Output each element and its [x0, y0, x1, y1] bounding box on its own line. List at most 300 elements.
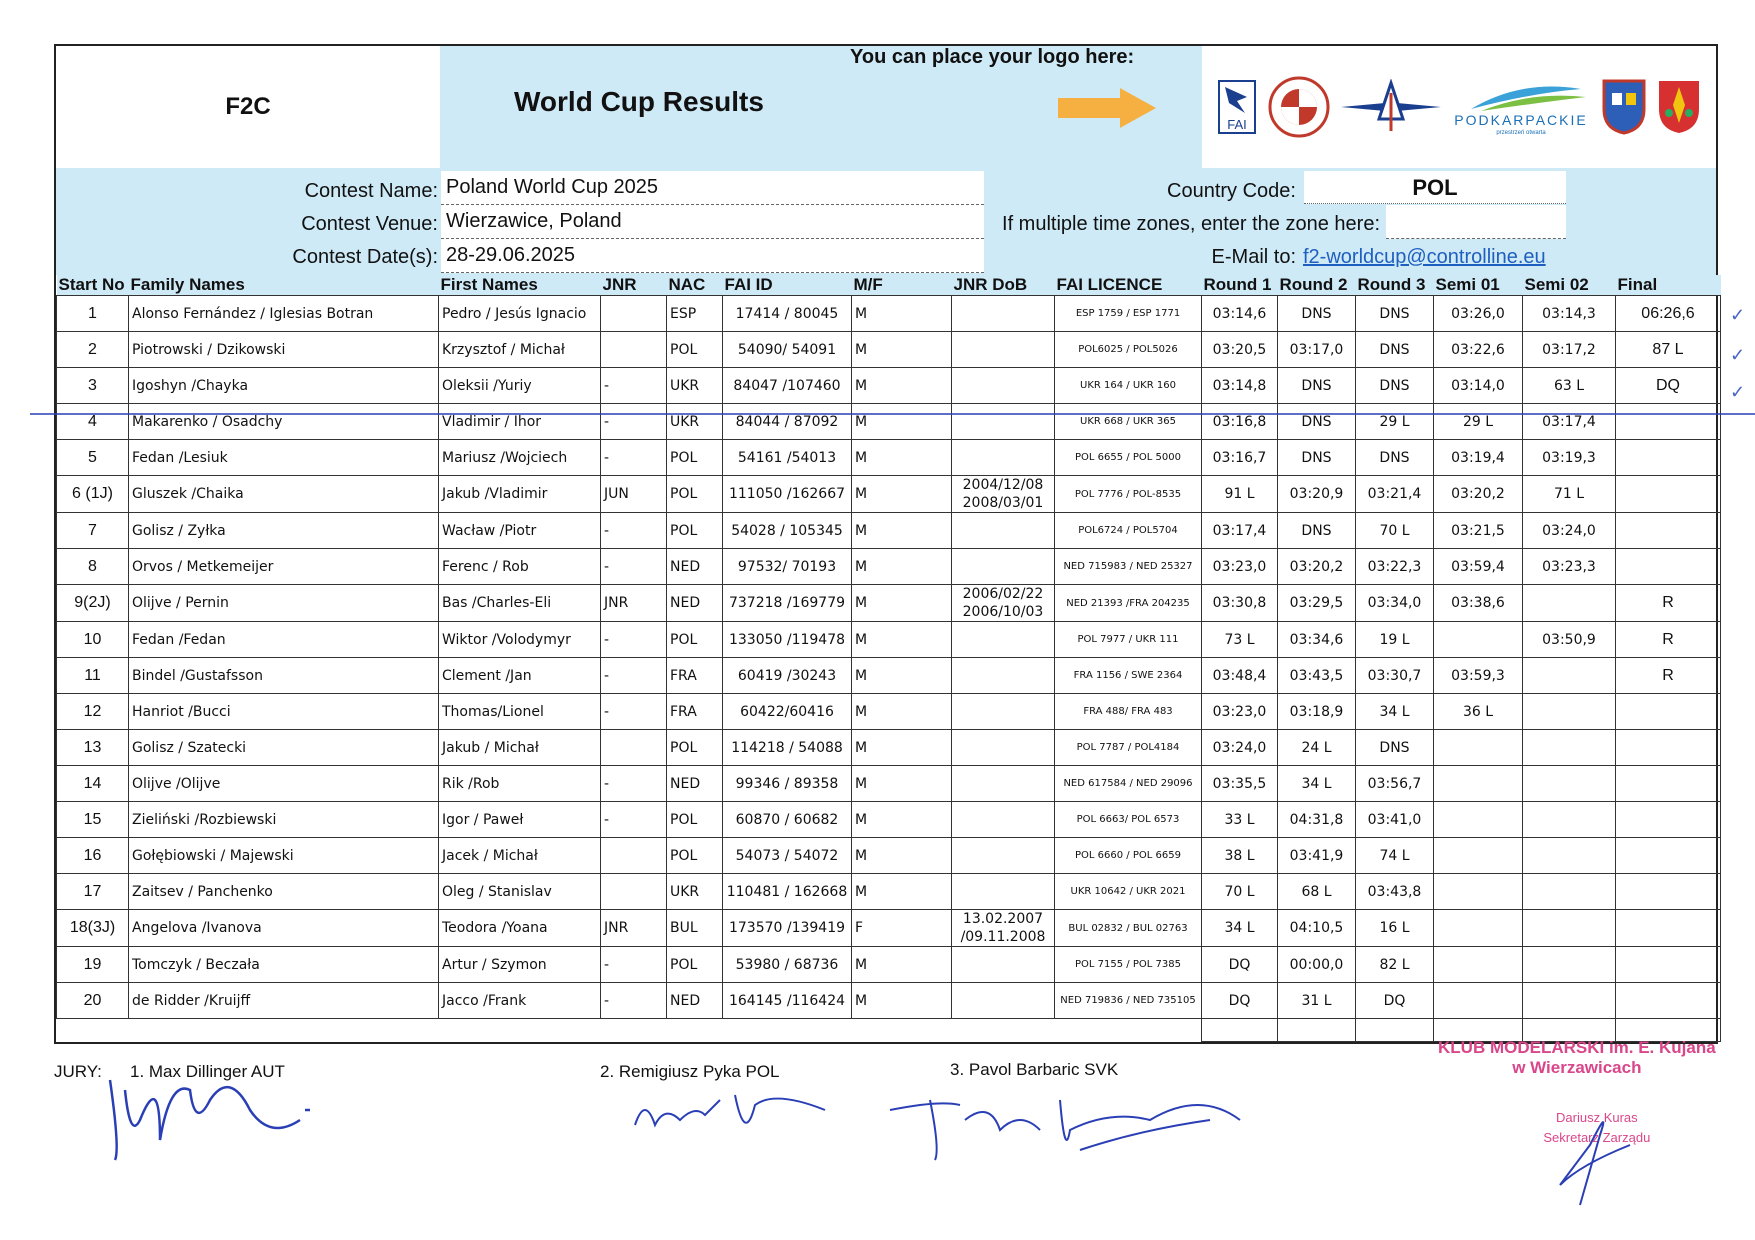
- cell-r2: 68 L: [1278, 874, 1356, 910]
- cell-nac: POL: [667, 802, 723, 838]
- cell-lic: POL 7155 / POL 7385: [1055, 947, 1202, 983]
- cell-first: Vladimir / Ihor: [439, 404, 601, 440]
- empty-cell: [1356, 1019, 1434, 1042]
- cell-jnr-dob: [952, 983, 1055, 1019]
- cell-nac: UKR: [667, 404, 723, 440]
- cell-fin: [1616, 983, 1721, 1019]
- cell-s1: 03:38,6: [1434, 585, 1523, 622]
- cell-r1: 03:24,0: [1202, 730, 1278, 766]
- cell-fin: [1616, 404, 1721, 440]
- column-header: Final: [1616, 275, 1721, 296]
- cell-lic: UKR 10642 / UKR 2021: [1055, 874, 1202, 910]
- cell-s1: 03:22,6: [1434, 332, 1523, 368]
- cell-s2: [1523, 983, 1616, 1019]
- cell-r1: 03:35,5: [1202, 766, 1278, 802]
- cell-first: Jakub /Vladimir: [439, 476, 601, 513]
- contest-info: [54, 168, 1718, 275]
- cell-jnr: -: [601, 658, 667, 694]
- coat-of-arms-blue-logo: [1602, 79, 1646, 135]
- cell-s1: 03:20,2: [1434, 476, 1523, 513]
- cell-r3: 03:34,0: [1356, 585, 1434, 622]
- stamp-line-2: w Wierzawicach: [1512, 1058, 1642, 1077]
- cell-nac: UKR: [667, 368, 723, 404]
- cell-s1: [1434, 838, 1523, 874]
- cell-fin: [1616, 549, 1721, 585]
- cell-jnr-dob: [952, 476, 1055, 513]
- cell-mf: M: [852, 332, 952, 368]
- jury-member-3: 3. Pavol Barbaric SVK: [950, 1060, 1119, 1079]
- cell-lic: POL 6663/ POL 6573: [1055, 802, 1202, 838]
- cell-s1: [1434, 947, 1523, 983]
- cell-r3: 29 L: [1356, 404, 1434, 440]
- stamp-line-3: Dariusz Kuras: [1556, 1110, 1638, 1125]
- cell-r1: DQ: [1202, 947, 1278, 983]
- cell-jnr: -: [601, 513, 667, 549]
- cell-r2: 03:17,0: [1278, 332, 1356, 368]
- country-code-label: Country Code:: [1167, 180, 1296, 202]
- cell-r1: 03:48,4: [1202, 658, 1278, 694]
- cell-s2: [1523, 838, 1616, 874]
- cell-family: Olijve / Pernin: [129, 585, 439, 622]
- cell-mf: M: [852, 694, 952, 730]
- timezone-field[interactable]: [1386, 205, 1566, 239]
- empty-cell: [1055, 1019, 1202, 1042]
- cell-s2: [1523, 910, 1616, 947]
- table-row: [57, 296, 1721, 332]
- cell-r3: 70 L: [1356, 513, 1434, 549]
- cell-lic: POL 7787 / POL4184: [1055, 730, 1202, 766]
- results-table: [56, 275, 1721, 1042]
- cell-no: 14: [57, 766, 129, 802]
- cell-s2: [1523, 766, 1616, 802]
- cell-nac: POL: [667, 947, 723, 983]
- cell-r2: 03:18,9: [1278, 694, 1356, 730]
- signature-3: [880, 1080, 1250, 1170]
- empty-cell: [57, 1019, 129, 1042]
- cell-jnr: -: [601, 440, 667, 476]
- cell-r1: 03:30,8: [1202, 585, 1278, 622]
- stamp-signature: [1520, 1105, 1640, 1215]
- column-header: Round 3: [1356, 275, 1434, 296]
- cell-s2: 71 L: [1523, 476, 1616, 513]
- cell-r3: DNS: [1356, 368, 1434, 404]
- cell-lic: NED 617584 / NED 29096: [1055, 766, 1202, 802]
- cell-nac: NED: [667, 549, 723, 585]
- cell-first: Oleg / Stanislav: [439, 874, 601, 910]
- cell-jnr-dob: [952, 910, 1055, 947]
- cell-jnr: -: [601, 404, 667, 440]
- cell-first: Krzysztof / Michał: [439, 332, 601, 368]
- cell-r1: 33 L: [1202, 802, 1278, 838]
- cell-mf: M: [852, 802, 952, 838]
- cell-fin: [1616, 910, 1721, 947]
- dob-line-1: 13.02.2007: [962, 911, 1044, 927]
- empty-cell: [1278, 1019, 1356, 1042]
- cell-jnr-dob: [952, 766, 1055, 802]
- cell-family: Hanriot /Bucci: [129, 694, 439, 730]
- cell-family: Alonso Fernández / Iglesias Botran: [129, 296, 439, 332]
- cell-nac: FRA: [667, 694, 723, 730]
- cell-family: Fedan /Fedan: [129, 622, 439, 658]
- cell-jnr: [601, 874, 667, 910]
- cell-no: 12: [57, 694, 129, 730]
- cell-lic: POL 6655 / POL 5000: [1055, 440, 1202, 476]
- cell-no: 4: [57, 404, 129, 440]
- column-header: FAI LICENCE: [1055, 275, 1202, 296]
- cell-first: Jacek / Michał: [439, 838, 601, 874]
- cell-no: 2: [57, 332, 129, 368]
- empty-cell: [439, 1019, 601, 1042]
- column-header: Round 2: [1278, 275, 1356, 296]
- cell-family: Piotrowski / Dzikowski: [129, 332, 439, 368]
- cell-nac: BUL: [667, 910, 723, 947]
- cell-family: Zieliński /Rozbiewski: [129, 802, 439, 838]
- country-code-field[interactable]: POL: [1304, 171, 1566, 204]
- title-panel: [440, 46, 1202, 168]
- empty-cell: [852, 1019, 952, 1042]
- cell-lic: NED 715983 / NED 25327: [1055, 549, 1202, 585]
- cell-r3: 03:56,7: [1356, 766, 1434, 802]
- cell-jnr-dob: [952, 622, 1055, 658]
- cell-faiid: 737218 /169779: [723, 585, 852, 622]
- table-row: [57, 332, 1721, 368]
- cell-jnr: [601, 332, 667, 368]
- table-row: [57, 874, 1721, 910]
- cell-mf: M: [852, 549, 952, 585]
- cell-r2: DNS: [1278, 440, 1356, 476]
- cell-lic: FRA 1156 / SWE 2364: [1055, 658, 1202, 694]
- cell-first: Thomas/Lionel: [439, 694, 601, 730]
- signature-2: [625, 1085, 835, 1155]
- empty-cell: [723, 1019, 852, 1042]
- cell-jnr: -: [601, 368, 667, 404]
- cell-first: Pedro / Jesús Ignacio: [439, 296, 601, 332]
- table-row: [57, 658, 1721, 694]
- column-header: Round 1: [1202, 275, 1278, 296]
- cell-s2: 03:14,3: [1523, 296, 1616, 332]
- column-header: JNR: [601, 275, 667, 296]
- cell-family: Olijve /Olijve: [129, 766, 439, 802]
- cell-fin: R: [1616, 658, 1721, 694]
- cell-r1: 03:16,7: [1202, 440, 1278, 476]
- cell-jnr-dob: [952, 368, 1055, 404]
- cell-faiid: 111050 /162667: [723, 476, 852, 513]
- cell-fin: [1616, 513, 1721, 549]
- cell-mf: F: [852, 910, 952, 947]
- cell-faiid: 84044 / 87092: [723, 404, 852, 440]
- table-row: [57, 476, 1721, 513]
- cell-faiid: 84047 /107460: [723, 368, 852, 404]
- cell-fin: 06:26,6: [1616, 296, 1721, 332]
- cell-lic: POL 6660 / POL 6659: [1055, 838, 1202, 874]
- cell-s1: 03:21,5: [1434, 513, 1523, 549]
- cell-first: Oleksii /Yuriy: [439, 368, 601, 404]
- cell-r2: 03:41,9: [1278, 838, 1356, 874]
- cell-mf: M: [852, 513, 952, 549]
- timezone-label: If multiple time zones, enter the zone here:: [1002, 213, 1380, 235]
- cell-mf: M: [852, 440, 952, 476]
- column-header: Start No: [57, 275, 129, 296]
- cell-jnr: -: [601, 947, 667, 983]
- cell-fin: [1616, 838, 1721, 874]
- table-row: [57, 838, 1721, 874]
- cell-s1: [1434, 766, 1523, 802]
- column-header: NAC: [667, 275, 723, 296]
- cell-s2: 03:17,4: [1523, 404, 1616, 440]
- cell-no: 7: [57, 513, 129, 549]
- cell-r1: 03:17,4: [1202, 513, 1278, 549]
- cell-family: Zaitsev / Panchenko: [129, 874, 439, 910]
- cell-first: Wacław /Piotr: [439, 513, 601, 549]
- cell-family: Gołębiowski / Majewski: [129, 838, 439, 874]
- cell-mf: M: [852, 838, 952, 874]
- cell-mf: M: [852, 983, 952, 1019]
- cell-jnr: -: [601, 549, 667, 585]
- cell-no: 8: [57, 549, 129, 585]
- fai-logo-text: FAI: [1227, 117, 1248, 132]
- cell-family: Golisz / Szatecki: [129, 730, 439, 766]
- header-band: [54, 44, 1718, 168]
- results-sheet: [54, 44, 1718, 1044]
- contest-date-field[interactable]: 28-29.06.2025: [441, 239, 984, 273]
- contest-date-label: Contest Date(s):: [292, 246, 438, 268]
- cell-first: Teodora /Yoana: [439, 910, 601, 947]
- cell-r2: 03:34,6: [1278, 622, 1356, 658]
- cell-no: 1: [57, 296, 129, 332]
- cell-r1: 91 L: [1202, 476, 1278, 513]
- cell-s2: [1523, 585, 1616, 622]
- column-header: M/F: [852, 275, 952, 296]
- cell-first: Igor / Paweł: [439, 802, 601, 838]
- cell-r3: DNS: [1356, 296, 1434, 332]
- cell-jnr: -: [601, 622, 667, 658]
- email-link[interactable]: f2-worldcup@controlline.eu: [1303, 246, 1546, 268]
- cell-family: Bindel /Gustafsson: [129, 658, 439, 694]
- cell-no: 10: [57, 622, 129, 658]
- stamp-line-4: Sekretarz Zarządu: [1543, 1130, 1651, 1145]
- cell-lic: UKR 164 / UKR 160: [1055, 368, 1202, 404]
- podkarpackie-subtext: przestrzeń otwarta: [1496, 130, 1546, 135]
- cell-mf: M: [852, 622, 952, 658]
- cell-first: Artur / Szymon: [439, 947, 601, 983]
- cell-r1: 03:23,0: [1202, 549, 1278, 585]
- cell-s2: 03:19,3: [1523, 440, 1616, 476]
- cell-s2: [1523, 802, 1616, 838]
- cell-lic: POL6025 / POL5026: [1055, 332, 1202, 368]
- cell-r2: DNS: [1278, 368, 1356, 404]
- cell-r3: 34 L: [1356, 694, 1434, 730]
- cell-s2: 63 L: [1523, 368, 1616, 404]
- cell-faiid: 164145 /116424: [723, 983, 852, 1019]
- cell-jnr-dob: [952, 658, 1055, 694]
- cell-fin: [1616, 766, 1721, 802]
- cell-fin: 87 L: [1616, 332, 1721, 368]
- cell-first: Wiktor /Volodymyr: [439, 622, 601, 658]
- cell-s2: [1523, 730, 1616, 766]
- cell-faiid: 133050 /119478: [723, 622, 852, 658]
- cell-no: 18(3J): [57, 910, 129, 947]
- cell-jnr-dob: [952, 585, 1055, 622]
- cell-r1: 03:14,8: [1202, 368, 1278, 404]
- cell-faiid: 99346 / 89358: [723, 766, 852, 802]
- jury-member-1: 1. Max Dillinger AUT: [130, 1062, 285, 1081]
- cell-r3: 16 L: [1356, 910, 1434, 947]
- cell-s1: 36 L: [1434, 694, 1523, 730]
- cell-r1: 38 L: [1202, 838, 1278, 874]
- cell-r2: DNS: [1278, 404, 1356, 440]
- cell-s1: [1434, 983, 1523, 1019]
- check-mark-icon: ✓: [1730, 345, 1746, 365]
- check-mark-icon: ✓: [1730, 305, 1746, 325]
- cell-faiid: 54090/ 54091: [723, 332, 852, 368]
- cell-s2: [1523, 874, 1616, 910]
- cell-no: 3: [57, 368, 129, 404]
- cell-mf: M: [852, 368, 952, 404]
- cell-first: Mariusz /Wojciech: [439, 440, 601, 476]
- cell-r1: 03:14,6: [1202, 296, 1278, 332]
- cell-fin: R: [1616, 622, 1721, 658]
- cell-s2: [1523, 947, 1616, 983]
- cell-r2: DNS: [1278, 296, 1356, 332]
- table-row: [57, 440, 1721, 476]
- aeroclub-seal-logo: [1268, 76, 1330, 138]
- cell-r2: 03:43,5: [1278, 658, 1356, 694]
- fai-logo: [1217, 79, 1257, 135]
- cell-fin: DQ: [1616, 368, 1721, 404]
- cell-family: Golisz / Zyłka: [129, 513, 439, 549]
- cell-jnr: JNR: [601, 585, 667, 622]
- cell-s1: 03:14,0: [1434, 368, 1523, 404]
- empty-cell: [129, 1019, 439, 1042]
- dob-line-2: /09.11.2008: [960, 929, 1046, 945]
- cell-r3: DNS: [1356, 730, 1434, 766]
- cell-r1: DQ: [1202, 983, 1278, 1019]
- cell-faiid: 53980 / 68736: [723, 947, 852, 983]
- cell-r2: 34 L: [1278, 766, 1356, 802]
- cell-faiid: 173570 /139419: [723, 910, 852, 947]
- dob-line-1: 2006/02/22: [962, 586, 1044, 602]
- table-body: [57, 296, 1721, 1042]
- stamp-line-1: KLUB MODELARSKI im. E. Kujana: [1438, 1038, 1716, 1057]
- cell-s1: [1434, 874, 1523, 910]
- coat-of-arms-red-logo: [1657, 79, 1701, 135]
- table-row: [57, 910, 1721, 947]
- pen-underline: [30, 412, 1755, 416]
- cell-jnr: -: [601, 766, 667, 802]
- arrow-right-icon: [1058, 88, 1156, 128]
- cell-family: Igoshyn /Chayka: [129, 368, 439, 404]
- column-header: First Names: [439, 275, 601, 296]
- table-row: [57, 694, 1721, 730]
- cell-faiid: 54073 / 54072: [723, 838, 852, 874]
- contest-venue-field[interactable]: Wierzawice, Poland: [441, 205, 984, 239]
- cell-r3: 03:30,7: [1356, 658, 1434, 694]
- cell-nac: NED: [667, 766, 723, 802]
- table-row: [57, 730, 1721, 766]
- table-row: [57, 404, 1721, 440]
- cell-fin: [1616, 694, 1721, 730]
- cell-jnr: -: [601, 694, 667, 730]
- cell-faiid: 97532/ 70193: [723, 549, 852, 585]
- cell-s2: 03:17,2: [1523, 332, 1616, 368]
- document-title: World Cup Results: [514, 86, 764, 117]
- cell-lic: NED 21393 /FRA 204235: [1055, 585, 1202, 622]
- logo-strip: [1202, 46, 1716, 168]
- cell-faiid: 114218 / 54088: [723, 730, 852, 766]
- cell-jnr: [601, 838, 667, 874]
- cell-r2: 04:31,8: [1278, 802, 1356, 838]
- cell-r2: 31 L: [1278, 983, 1356, 1019]
- table-row: [57, 947, 1721, 983]
- cell-r3: 03:41,0: [1356, 802, 1434, 838]
- cell-family: Angelova /Ivanova: [129, 910, 439, 947]
- cell-s1: 03:59,3: [1434, 658, 1523, 694]
- column-header: FAI ID: [723, 275, 852, 296]
- cell-lic: POL 7776 / POL-8535: [1055, 476, 1202, 513]
- cell-faiid: 60419 /30243: [723, 658, 852, 694]
- cell-r2: 24 L: [1278, 730, 1356, 766]
- cell-nac: POL: [667, 440, 723, 476]
- cell-no: 15: [57, 802, 129, 838]
- cell-r1: 34 L: [1202, 910, 1278, 947]
- table-row: [57, 766, 1721, 802]
- cell-s2: 03:23,3: [1523, 549, 1616, 585]
- cell-faiid: 17414 / 80045: [723, 296, 852, 332]
- cell-nac: POL: [667, 622, 723, 658]
- cell-jnr-dob: [952, 332, 1055, 368]
- cell-mf: M: [852, 947, 952, 983]
- dob-line-2: 2006/10/03: [962, 604, 1044, 620]
- cell-jnr: -: [601, 983, 667, 1019]
- cell-r3: 74 L: [1356, 838, 1434, 874]
- cell-lic: ESP 1759 / ESP 1771: [1055, 296, 1202, 332]
- cell-jnr-dob: [952, 513, 1055, 549]
- column-header: JNR DoB: [952, 275, 1055, 296]
- empty-cell: [1202, 1019, 1278, 1042]
- cell-nac: POL: [667, 332, 723, 368]
- podkarpackie-logo: [1451, 79, 1591, 135]
- cell-jnr-dob: [952, 838, 1055, 874]
- cell-r2: 04:10,5: [1278, 910, 1356, 947]
- cell-first: Jacco /Frank: [439, 983, 601, 1019]
- cell-jnr: [601, 296, 667, 332]
- table-row: [57, 983, 1721, 1019]
- cell-s1: [1434, 730, 1523, 766]
- jury-member-2: 2. Remigiusz Pyka POL: [600, 1062, 780, 1081]
- cell-mf: M: [852, 658, 952, 694]
- cell-nac: POL: [667, 730, 723, 766]
- cell-r2: 00:00,0: [1278, 947, 1356, 983]
- cell-first: Bas /Charles-Eli: [439, 585, 601, 622]
- cell-fin: [1616, 874, 1721, 910]
- cell-fin: [1616, 440, 1721, 476]
- contest-name-field[interactable]: Poland World Cup 2025: [441, 171, 984, 205]
- cell-family: Gluszek /Chaika: [129, 476, 439, 513]
- cell-family: Tomczyk / Beczała: [129, 947, 439, 983]
- cell-faiid: 110481 / 162668: [723, 874, 852, 910]
- cell-r2: 03:20,9: [1278, 476, 1356, 513]
- contest-name-label: Contest Name:: [304, 180, 438, 202]
- cell-fin: [1616, 947, 1721, 983]
- cell-s1: [1434, 622, 1523, 658]
- cell-r3: DNS: [1356, 332, 1434, 368]
- cell-first: Jakub / Michał: [439, 730, 601, 766]
- cell-s1: 03:59,4: [1434, 549, 1523, 585]
- cell-faiid: 60422/60416: [723, 694, 852, 730]
- cell-lic: NED 719836 / NED 735105: [1055, 983, 1202, 1019]
- cell-jnr-dob: [952, 440, 1055, 476]
- cell-jnr: [601, 730, 667, 766]
